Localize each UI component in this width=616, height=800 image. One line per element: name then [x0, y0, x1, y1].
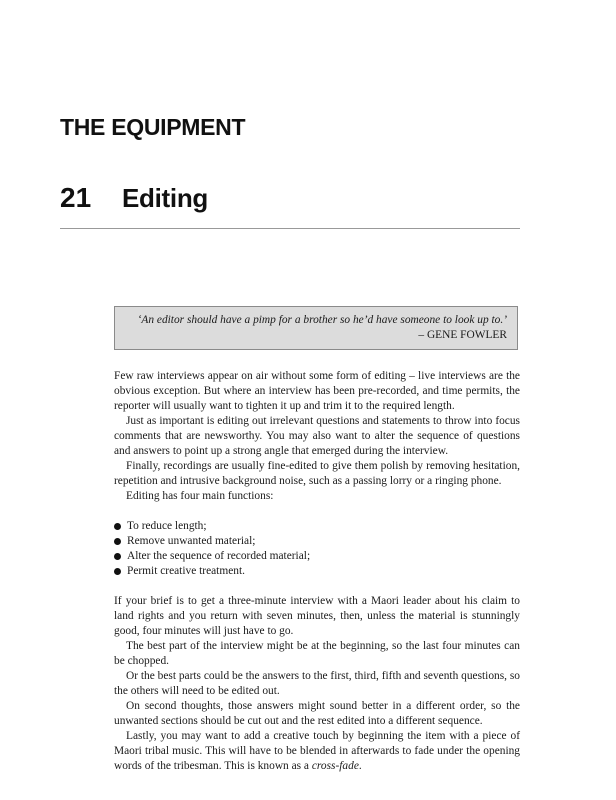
body-text — [114, 369, 520, 774]
paragraph-text: Lastly, you may want to add a creative touch by beginning the item with a piece of Maori tribal music. This will have to be blended in afterwards to fade under the opening words of the tribesman. This is known as a — [114, 730, 520, 772]
paragraph: On second thoughts, those answers might sound better in a different order, so the unwanted sections should be cut out and the rest edited into a different sequence. — [114, 700, 520, 727]
paragraph: Or the best parts could be the answers to the first, third, fifth and seventh questions, so the others will need to be edited out. — [114, 670, 520, 697]
paragraph: The best part of the interview might be at the beginning, so the last four minutes can be chopped. — [114, 640, 520, 667]
bullet-icon — [114, 568, 121, 575]
list-item-text: Permit creative treatment. — [127, 565, 245, 577]
heading-rule — [60, 228, 520, 229]
bullet-icon — [114, 553, 121, 560]
chapter-title: Editing — [122, 183, 208, 213]
functions-list — [114, 519, 520, 579]
bullet-icon — [114, 523, 121, 530]
paragraph: Just as important is editing out irrelevant questions and statements to throw into focus comments that are newsworthy. You may also want to alter the sequence of questions and answers to point up a strong angle that emerged during the interview. — [114, 415, 520, 457]
chapter-number: 21 — [60, 182, 92, 213]
epigraph-quote: ‘An editor should have a pimp for a brother so he’d have someone to look up to.’ — [137, 314, 507, 326]
bullet-icon — [114, 538, 121, 545]
paragraph: Editing has four main functions: — [126, 490, 274, 502]
epigraph-attribution: – GENE FOWLER — [418, 329, 507, 341]
chapter-heading — [60, 182, 208, 214]
list-item — [114, 549, 520, 564]
epigraph-box — [114, 306, 518, 350]
paragraph: Few raw interviews appear on air without some form of editing – live interviews are the obvious exception. But where an interview has been pre-recorded, and time permits, the reporter will usually want to tighten it up and trim it to the required length. — [114, 370, 520, 412]
list-item-text: Remove unwanted material; — [127, 535, 256, 547]
paragraph: Finally, recordings are usually fine-edited to give them polish by removing hesitation, repetition and intrusive background noise, such as a passing lorry or a ringing phone. — [114, 460, 520, 487]
list-item-text: Alter the sequence of recorded material; — [127, 550, 311, 562]
list-item — [114, 519, 520, 534]
list-item — [114, 564, 520, 579]
paragraph-end: . — [358, 760, 362, 772]
list-item-text: To reduce length; — [127, 520, 207, 532]
part-title: THE EQUIPMENT — [60, 114, 246, 140]
paragraph — [114, 729, 520, 774]
term-cross-fade: cross-fade — [311, 760, 359, 772]
paragraph: If your brief is to get a three-minute interview with a Maori leader about his claim to land rights and you return with seven minutes, then, unless the material is stunningly good, four minutes will just have to go. — [114, 595, 520, 637]
list-item — [114, 534, 520, 549]
